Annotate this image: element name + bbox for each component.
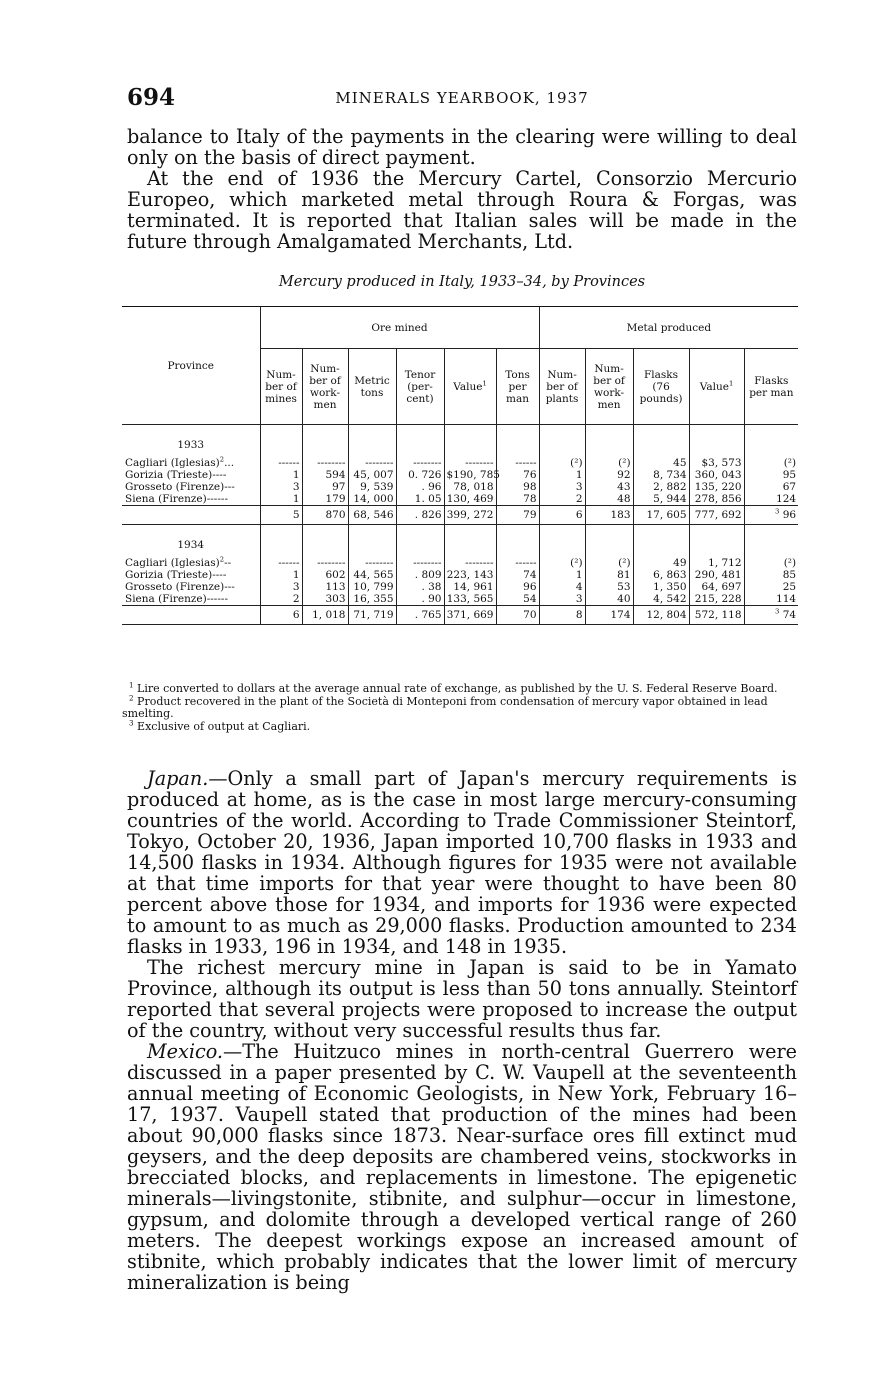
table-row	[122, 581, 798, 593]
col-metal-flasks: Flasks (76 pounds)	[633, 349, 689, 425]
table-row	[122, 457, 798, 469]
cell-workmen: 179	[302, 493, 348, 506]
cell-tpm: 98	[496, 481, 539, 493]
footnote-2: $^2$ Product recovered in the plant of the Società di Monteponi from condensation of mercury vapor obtained in lead smelting.	[122, 692, 768, 720]
cell-flasks: 49	[633, 557, 689, 569]
cell-tpm: ------	[496, 457, 539, 469]
total-row	[122, 506, 798, 525]
cell-mvalue: 360, 043	[689, 469, 744, 481]
cell-mworkmen: 92	[585, 469, 633, 481]
table-row	[122, 481, 798, 493]
cell-mines: 3	[260, 581, 302, 593]
total-tons: 71, 719	[348, 606, 396, 625]
cell-mworkmen: 53	[585, 581, 633, 593]
cell-fpm: 67	[744, 481, 798, 493]
total-tenor: . 765	[396, 606, 444, 625]
cell-flasks: 8, 734	[633, 469, 689, 481]
cell-flasks: 2, 882	[633, 481, 689, 493]
total-tenor: . 826	[396, 506, 444, 525]
cell-mines: 1	[260, 493, 302, 506]
cell-flasks: 45	[633, 457, 689, 469]
intro-paragraph-2: At the end of 1936 the Mercury Cartel, Consorzio Mercurio Europeo, which marketed metal through Roura & Forgas, was terminated. It is reported that Italian sales will be made in the future through Amalgamated Merchants, Ltd.	[127, 167, 797, 253]
cell-mines: 1	[260, 569, 302, 581]
total-mworkmen: 174	[585, 606, 633, 625]
col-province-header: Province	[122, 307, 260, 425]
cell-mvalue: 215, 228	[689, 593, 744, 606]
total-value: 399, 272	[444, 506, 496, 525]
cell-value: --------	[444, 457, 496, 469]
col-ore-mines: Num-ber of mines	[260, 349, 302, 425]
cell-value: $190, 785	[444, 469, 496, 481]
cell-tenor: . 809	[396, 569, 444, 581]
cell-tons: --------	[348, 557, 396, 569]
total-tons: 68, 546	[348, 506, 396, 525]
running-head	[127, 84, 797, 114]
cell-mvalue: 135, 220	[689, 481, 744, 493]
cell-mvalue: 1, 712	[689, 557, 744, 569]
table-row	[122, 493, 798, 506]
province-cell: Cagliari (Iglesias)$^2$--	[125, 555, 232, 569]
year-row	[122, 425, 798, 458]
total-mines: 5	[260, 506, 302, 525]
cell-tenor: . 90	[396, 593, 444, 606]
year-row	[122, 525, 798, 558]
cell-tpm: 96	[496, 581, 539, 593]
footnote-3: $^3$ Exclusive of output at Cagliari.	[129, 717, 311, 733]
cell-tons: --------	[348, 457, 396, 469]
cell-fpm: 114	[744, 593, 798, 606]
cell-flasks: 4, 542	[633, 593, 689, 606]
cell-tpm: 76	[496, 469, 539, 481]
year-label: 1934	[177, 539, 205, 551]
cell-flasks: 5, 944	[633, 493, 689, 506]
cell-plants: 1	[539, 469, 585, 481]
cell-fpm: 95	[744, 469, 798, 481]
total-fpm: $^3$ 96	[744, 506, 798, 525]
table-body	[122, 425, 798, 625]
cell-mworkmen: 40	[585, 593, 633, 606]
col-ore-tenor: Tenor (per-cent)	[396, 349, 444, 425]
japan-heading: Japan.	[147, 767, 209, 790]
cell-value: 14, 961	[444, 581, 496, 593]
cell-mvalue: 290, 481	[689, 569, 744, 581]
total-row	[122, 606, 798, 625]
mercury-production-table	[122, 306, 798, 625]
cell-fpm: 25	[744, 581, 798, 593]
province-cell: Gorizia (Trieste)----	[125, 569, 227, 581]
cell-value: 78, 018	[444, 481, 496, 493]
total-mworkmen: 183	[585, 506, 633, 525]
col-ore-value: Value$^1$	[444, 349, 496, 425]
metal-produced-header: Metal produced	[539, 307, 798, 349]
japan-paragraph: Japan.—Only a small part of Japan's mercury requirements is produced at home, as is the case in most large mercury-consuming countries of the world. According to Trade Commissioner Steintorf, Tokyo, October 20, 1936, Japan imported 10,700 flasks in 1933 and 14,500 flasks in 1934. Although figures for 1935 were not available at that time imports for that year were thought to have been 80 percent above those for 1934, and imports for 1936 were expected to amount to as much as 29,000 flasks. Production amounted to 234 flasks in 1933, 196 in 1934, and 148 in 1935.	[127, 767, 797, 958]
cell-fpm: (²)	[744, 557, 798, 569]
cell-plants: 2	[539, 493, 585, 506]
cell-workmen: 97	[302, 481, 348, 493]
footnote-1: $^1$ Lire converted to dollars at the average annual rate of exchange, as published by the U. S. Federal Reserve Board.	[129, 680, 778, 695]
cell-mines: 2	[260, 593, 302, 606]
cell-tenor: . 38	[396, 581, 444, 593]
cell-value: 223, 143	[444, 569, 496, 581]
table-row	[122, 593, 798, 606]
cell-plants: (²)	[539, 457, 585, 469]
table-footnotes	[122, 680, 798, 733]
cell-mvalue: 278, 856	[689, 493, 744, 506]
cell-tenor: 0. 726	[396, 469, 444, 481]
cell-mines: ------	[260, 557, 302, 569]
province-cell: Grosseto (Firenze)---	[125, 581, 235, 593]
table-row	[122, 469, 798, 481]
cell-tenor: . 96	[396, 481, 444, 493]
cell-tenor: 1. 05	[396, 493, 444, 506]
cell-mworkmen: 48	[585, 493, 633, 506]
col-metal-workmen: Num-ber of work-men	[585, 349, 633, 425]
cell-tons: 10, 799	[348, 581, 396, 593]
cell-flasks: 1, 350	[633, 581, 689, 593]
total-workmen: 870	[302, 506, 348, 525]
cell-plants: 4	[539, 581, 585, 593]
cell-tons: 45, 007	[348, 469, 396, 481]
province-cell: Cagliari (Iglesias)$^2$...	[125, 455, 235, 469]
cell-mvalue: $3, 573	[689, 457, 744, 469]
cell-fpm: 124	[744, 493, 798, 506]
running-title: MINERALS YEARBOOK, 1937	[335, 89, 589, 107]
cell-mines: ------	[260, 457, 302, 469]
cell-mworkmen: (²)	[585, 457, 633, 469]
cell-workmen: 594	[302, 469, 348, 481]
province-cell: Siena (Firenze)------	[125, 593, 228, 605]
cell-workmen: --------	[302, 457, 348, 469]
cell-plants: 3	[539, 593, 585, 606]
table-caption: Mercury produced in Italy, 1933–34, by Provinces	[278, 274, 646, 290]
province-cell: Gorizia (Trieste)----	[125, 469, 227, 481]
cell-tons: 9, 539	[348, 481, 396, 493]
col-metal-plants: Num-ber of plants	[539, 349, 585, 425]
cell-tpm: 78	[496, 493, 539, 506]
cell-plants: 1	[539, 569, 585, 581]
cell-value: 130, 469	[444, 493, 496, 506]
cell-mworkmen: 81	[585, 569, 633, 581]
japan-paragraph-2: The richest mercury mine in Japan is said to be in Yamato Province, although its output is less than 50 tons annually. Steintorf reported that several projects were proposed to increase the output of the country, without very successful results thus far.	[127, 956, 797, 1042]
col-ore-workmen: Num-ber of work-men	[302, 349, 348, 425]
cell-mvalue: 64, 697	[689, 581, 744, 593]
total-fpm: $^3$ 74	[744, 606, 798, 625]
cell-tpm: ------	[496, 557, 539, 569]
total-flasks: 17, 605	[633, 506, 689, 525]
col-metal-flasks-per-man: Flasks per man	[744, 349, 798, 425]
mexico-heading: Mexico.	[147, 1040, 224, 1063]
cell-workmen: --------	[302, 557, 348, 569]
cell-mines: 1	[260, 469, 302, 481]
cell-tons: 44, 565	[348, 569, 396, 581]
cell-fpm: 85	[744, 569, 798, 581]
col-ore-tons: Metric tons	[348, 349, 396, 425]
province-cell: Grosseto (Firenze)---	[125, 481, 235, 493]
total-tpm: 79	[496, 506, 539, 525]
total-workmen: 1, 018	[302, 606, 348, 625]
mercury-table-container	[122, 306, 798, 625]
cell-value: --------	[444, 557, 496, 569]
total-plants: 6	[539, 506, 585, 525]
province-cell: Siena (Firenze)------	[125, 493, 228, 505]
ore-mined-header: Ore mined	[260, 307, 539, 349]
cell-workmen: 602	[302, 569, 348, 581]
col-ore-tons-per-man: Tons per man	[496, 349, 539, 425]
page-number: 694	[127, 84, 176, 111]
cell-plants: (²)	[539, 557, 585, 569]
total-flasks: 12, 804	[633, 606, 689, 625]
total-mvalue: 572, 118	[689, 606, 744, 625]
table-row	[122, 569, 798, 581]
total-mvalue: 777, 692	[689, 506, 744, 525]
table-row	[122, 557, 798, 569]
cell-fpm: (²)	[744, 457, 798, 469]
cell-flasks: 6, 863	[633, 569, 689, 581]
total-value: 371, 669	[444, 606, 496, 625]
cell-workmen: 303	[302, 593, 348, 606]
cell-tpm: 54	[496, 593, 539, 606]
total-plants: 8	[539, 606, 585, 625]
total-tpm: 70	[496, 606, 539, 625]
year-label: 1933	[177, 439, 205, 451]
intro-paragraph-1: balance to Italy of the payments in the clearing were willing to deal only on the basis of direct payment.	[127, 125, 797, 169]
cell-workmen: 113	[302, 581, 348, 593]
cell-mines: 3	[260, 481, 302, 493]
col-metal-value: Value$^1$	[689, 349, 744, 425]
cell-tenor: --------	[396, 557, 444, 569]
cell-value: 133, 565	[444, 593, 496, 606]
cell-tenor: --------	[396, 457, 444, 469]
cell-plants: 3	[539, 481, 585, 493]
mexico-paragraph: Mexico.—The Huitzuco mines in north-central Guerrero were discussed in a paper presented by C. W. Vaupell at the seventeenth annual meeting of Economic Geologists, in New York, February 16–17, 1937. Vaupell stated that production of the mines had been about 90,000 flasks since 1873. Near-surface ores fill extinct mud geysers, and the deep deposits are chambered veins, stockworks in brecciated blocks, and replacements in limestone. The epigenetic minerals—livingstonite, stibnite, and sulphur—occur in limestone, gypsum, and dolomite through a developed vertical range of 260 meters. The deepest workings expose an increased amount of stibnite, which probably indicates that the lower limit of mercury mineralization is being	[127, 1040, 797, 1294]
cell-tons: 14, 000	[348, 493, 396, 506]
cell-mworkmen: 43	[585, 481, 633, 493]
total-mines: 6	[260, 606, 302, 625]
cell-tpm: 74	[496, 569, 539, 581]
cell-mworkmen: (²)	[585, 557, 633, 569]
cell-tons: 16, 355	[348, 593, 396, 606]
